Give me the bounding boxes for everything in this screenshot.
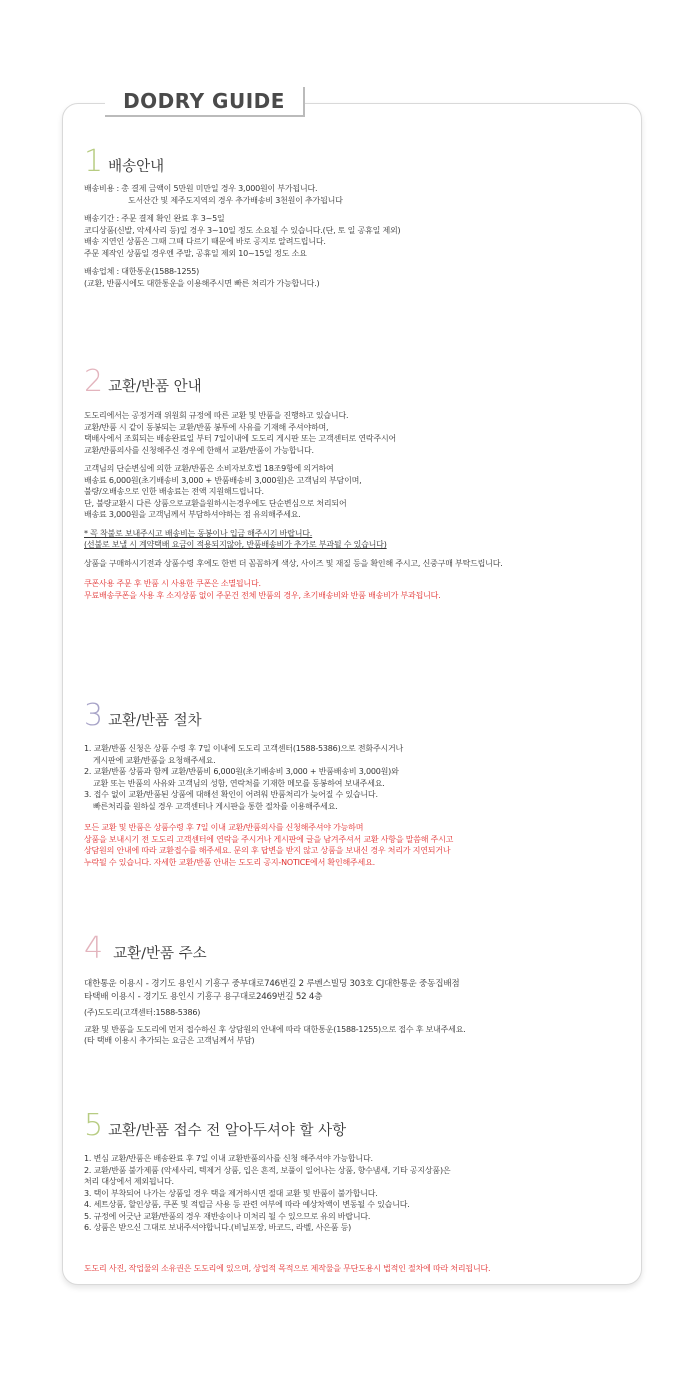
text-line: 단, 불량교환시 다른 상품으로교환을원하시는경우에도 단순변심으로 처리되어: [84, 498, 347, 508]
paragraph-notice: [84, 822, 629, 868]
text-line: * 꼭 착불로 보내주시고 배송비는 동봉이나 입금 해주시기 바랍니다.: [84, 528, 313, 538]
section-title: 교환/반품 안내: [108, 379, 202, 395]
text-line: 도서산간 및 제주도지역의 경우 추가배송비 3천원이 추가됩니다: [128, 195, 343, 205]
section-body: [84, 978, 629, 1047]
section-title: 교환/반품 접수 전 알아두셔야 할 사항: [108, 1123, 347, 1139]
section-notes-before-exchange: [84, 1107, 629, 1241]
section-heading: [84, 930, 629, 964]
section-exchange-address: [84, 930, 629, 1054]
paragraph: [84, 558, 629, 570]
text-line: 배송 지연인 상품은 그때 그때 다르기 때문에 바로 공지로 알려드립니다.: [84, 237, 326, 246]
paragraph-notice: [84, 578, 629, 601]
paragraph: [84, 978, 629, 1003]
section-number: 4: [84, 931, 104, 966]
text-line: 고객님의 단순변심에 의한 교환/반품은 소비자보호법 18조9항에 의거하여: [84, 464, 334, 473]
paragraph: [84, 183, 629, 206]
section-body: [84, 743, 629, 868]
text-line: 교환 또는 반품의 사유와 고객님의 성함, 연락처를 기재한 메모를 동봉하여 보내주세요.: [93, 778, 385, 788]
guide-title: DODRY GUIDE: [123, 89, 285, 113]
text-line: 모든 교환 및 반품은 상품수령 후 7일 이내 교환/반품의사를 신청해주셔야 가능하며: [84, 823, 364, 832]
text-line: 교환/반품의사를 신청해주신 경우에 한해서 교환/반품이 가능합니다.: [84, 445, 314, 455]
paragraph: [84, 1007, 629, 1020]
paragraph: [84, 743, 629, 812]
text-line: 4. 세트상품, 할인상품, 쿠폰 및 적립금 사용 등 관련 여부에 따라 예상차액이 변동될 수 있습니다.: [84, 1200, 410, 1209]
text-line: 빠른처리를 원하실 경우 고객센터나 게시판을 통한 절차를 이용해주세요.: [93, 801, 338, 811]
text-line: 상품을 보내시기 전 도도리 고객센터에 연락을 주시거나 게시판에 글을 남겨주셔서 교환 사항을 말씀해 주시고: [84, 834, 454, 844]
text-line: 2. 교환/반품 불가제품 (악세사리, 텍제거 상품, 입은 흔적, 보풀이 일어나는 상품, 향수냄새, 기타 공지상품)은: [84, 1165, 451, 1175]
text-line: 택배사에서 조회되는 배송완료일 부터 7일이내에 도도리 게시판 또는 고객센터로 연락주시어: [84, 434, 397, 443]
text-line: 6. 상품은 받으신 그대로 보내주셔야합니다.(비닐포장, 바코드, 라벨, 사은품 등): [84, 1223, 352, 1232]
text-line: 1. 교환/반품 신청은 상품 수령 후 7일 이내에 도도리 고객센터(1588-5386)으로 전화주시거나: [84, 744, 404, 753]
section-heading: [84, 1107, 629, 1141]
paragraph: [84, 213, 629, 259]
paragraph: [84, 410, 629, 456]
text-line: 상품을 구매하시기전과 상품수령 후에도 한번 더 꼼꼼하게 색상, 사이즈 및 재질 등을 확인해 주시고, 신중구매 부탁드립니다.: [84, 558, 503, 568]
text-line: (교환, 반품시에도 대한통운을 이용해주시면 빠른 처리가 가능합니다.): [84, 278, 320, 288]
paragraph: [84, 463, 629, 521]
text-line: 타택배 이용시 - 경기도 용인시 기흥구 용구대로2469번길 52 4층: [84, 991, 323, 1002]
section-exchange-info: [84, 363, 629, 608]
copyright-notice: 도도리 사진, 작업물의 소유권은 도도리에 있으며, 상업적 목적으로 제작물을 무단도용시 법적인 절차에 따라 처리됩니다.: [84, 1264, 491, 1273]
section-shipping: [84, 143, 629, 296]
section-number: 3: [84, 698, 104, 733]
text-line: 배송료 3,000원을 고객님께서 부담하셔야하는 점 유의해주세요.: [84, 510, 301, 519]
paragraph: [84, 266, 629, 289]
text-line: (선불로 보낼 시 계약택배 요금이 적용되지않아, 반품배송비가 추가로 부과될 수 있습니다): [84, 540, 387, 549]
text-line: 대한통운 이용시 - 경기도 용인시 기흥구 중부대로746번길 2 루벤스빌딩 303호 CJ대한통운 중동집배점: [84, 979, 460, 989]
text-line: 주문 제작인 상품일 경우엔 주말, 공휴일 제외 10~15일 정도 소요: [84, 248, 307, 258]
text-line: (타 택배 이용시 추가되는 요금은 고객님께서 부담): [84, 1036, 255, 1045]
text-line: 교환/반품 시 같이 동봉되는 교환/반품 봉투에 사유를 기재해 주셔야하며,: [84, 422, 329, 432]
text-line: 1. 변심 교환/반품은 배송완료 후 7일 이내 교환반품의사를 신청 해주셔야 가능합니다.: [84, 1154, 373, 1163]
text-line: 배송비용 : 총 결제 금액이 5만원 미만일 경우 3,000원이 부가됩니다.: [84, 184, 318, 193]
text-line: 배송료 6,000원(초기배송비 3,000 + 반품배송비 3,000원)은 고객님의 부담이며,: [84, 475, 362, 485]
text-line: 3. 택이 부착되어 나가는 상품일 경우 택을 제거하시면 절대 교환 및 반품이 불가합니다.: [84, 1188, 378, 1198]
paragraph: [84, 528, 629, 551]
text-line: 무료배송쿠폰을 사용 후 소지상품 없이 주문건 전체 반품의 경우, 초기배송비와 반품 배송비가 부과됩니다.: [84, 590, 441, 600]
text-line: 불량/오배송으로 인한 배송료는 전액 지원해드립니다.: [84, 487, 264, 496]
text-line: 쿠폰사용 주문 후 반품 시 사용한 쿠폰은 소멸됩니다.: [84, 579, 261, 588]
section-heading: [84, 697, 629, 731]
section-heading: [84, 363, 629, 397]
text-line: 5. 규정에 어긋난 교환/반품의 경우 재반송이나 미처리 될 수 있으므로 유의 바랍니다.: [84, 1211, 371, 1221]
text-line: 교환 및 반품을 도도리에 먼저 접수하신 후 상담원의 안내에 따라 대한통운(1588-1255)으로 접수 후 보내주세요.: [84, 1024, 466, 1034]
section-body: [84, 183, 629, 289]
section-heading: [84, 143, 629, 177]
text-line: 상담원의 안내에 따라 교환접수를 해주세요. 문의 후 답변을 받지 않고 상품을 보내신 경우 처리가 지연되거나: [84, 846, 451, 855]
text-line: 2. 교환/반품 상품과 함께 교환/반품비 6,000원(초기배송비 3,000 + 반품배송비 3,000원)와: [84, 767, 399, 776]
text-line: 처리 대상에서 제외됩니다.: [84, 1177, 174, 1186]
text-line: 게시판에 교환/반품을 요청해주세요.: [93, 755, 216, 765]
section-number: 2: [84, 364, 104, 399]
section-number: 5: [84, 1108, 104, 1143]
text-line: 배송업체 : 대한통운(1588-1255): [84, 267, 200, 276]
section-body: [84, 1153, 629, 1234]
text-line: (주)도도리(고객센터:1588-5386): [84, 1008, 201, 1017]
section-exchange-procedure: [84, 697, 629, 875]
text-line: 도도리에서는 공정거래 위원회 규정에 따른 교환 및 반품을 진행하고 있습니다.: [84, 411, 349, 420]
text-line: 배송기간 : 주문 결제 확인 완료 후 3~5일: [84, 214, 225, 223]
text-line: 코디상품(신발, 악세사리 등)일 경우 3~10일 정도 소요될 수 있습니다.(단, 토 일 공휴일 제외): [84, 225, 401, 235]
paragraph: [84, 1024, 629, 1047]
text-line: 누락될 수 있습니다. 자세한 교환/반품 안내는 도도리 공지-NOTICE에서 확인해주세요.: [84, 857, 375, 867]
section-body: [84, 410, 629, 601]
guide-title-tab: [105, 87, 305, 117]
section-title: 배송안내: [108, 159, 165, 175]
paragraph: [84, 1153, 629, 1234]
section-title: 교환/반품 절차: [108, 713, 202, 729]
section-title: 교환/반품 주소: [113, 946, 207, 962]
section-number: 1: [84, 144, 104, 179]
text-line: 3. 접수 없이 교환/반품된 상품에 대해선 확인이 어려워 반품처리가 늦어질 수 있습니다.: [84, 790, 378, 799]
